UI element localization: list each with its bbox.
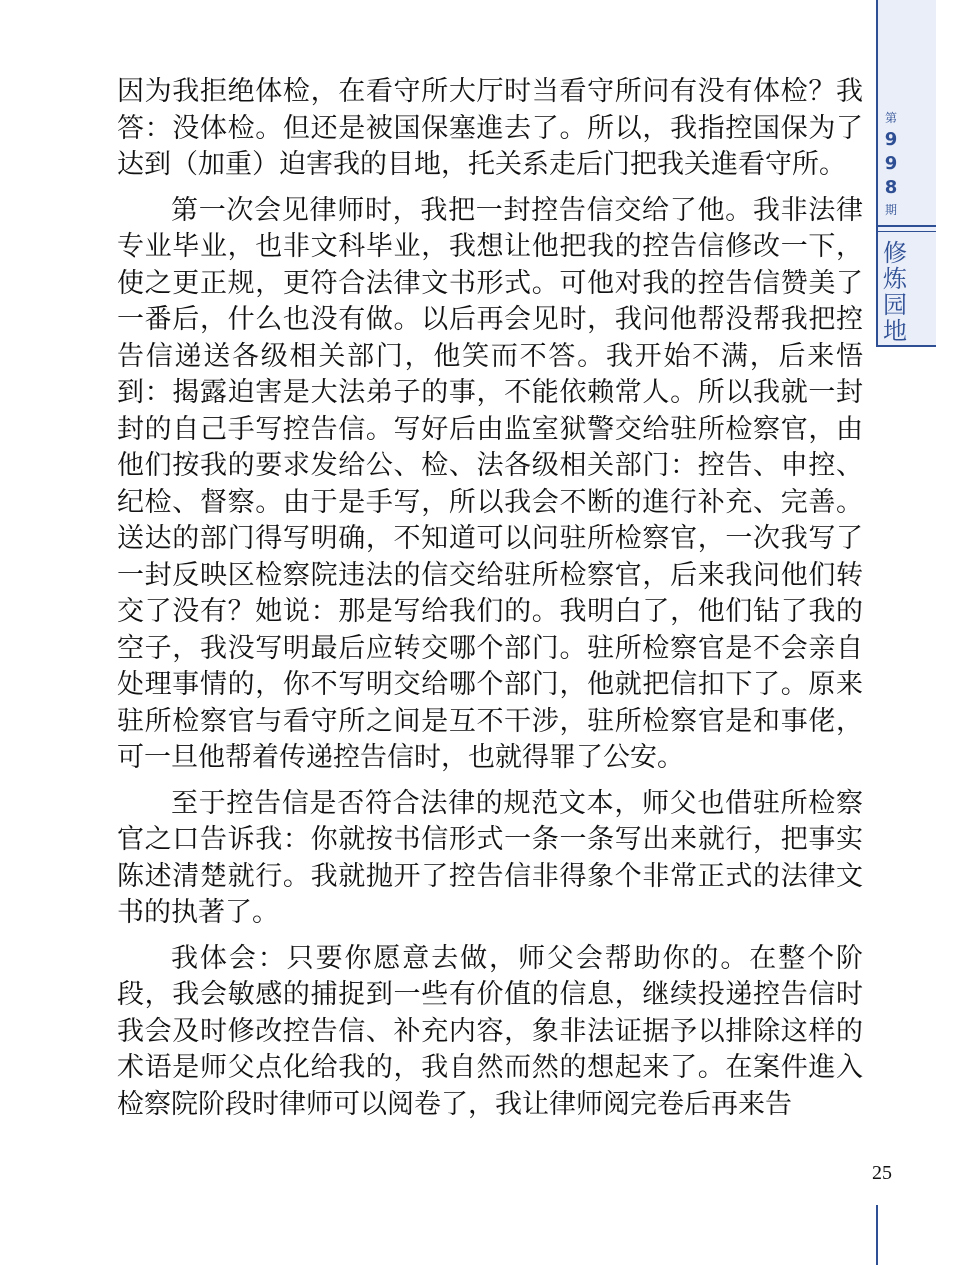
section-title: [880, 240, 910, 344]
section-char: 修: [883, 239, 907, 267]
paragraph: 第一次会见律师时，我把一封控告信交给了他。我非法律专业毕业，也非文科毕业，我想让他把我的控告信修改一下，使之更正规，更符合法律文书形式。可他对我的控告信赞美了一番后，什么也没有做。以后再会见时，我问他帮没帮我把控告信递送各级相关部门，他笑而不答。我开始不满，后来悟到：揭露迫害是大法弟子的事，不能依赖常人。所以我就一封封的自己手写控告信。写好后由监室狱警交给驻所检察官，由他们按我的要求发给公、检、法各级相关部门：控告、申控、纪检、督察。由于是手写，所以我会不断的進行补充、完善。送达的部门得写明确，不知道可以问驻所检察官，一次我写了一封反映区检察院违法的信交给驻所检察官，后来我问他们转交了没有？她说：那是写给我们的。我明白了，他们钻了我的空子，我没写明最后应转交哪个部门。驻所检察官是不会亲自处理事情的，你不写明交给哪个部门，他就把信扣下了。原来驻所检察官与看守所之间是互不干涉，驻所检察官是和事佬，可一旦他帮着传递控告信时，也就得罪了公安。: [117, 194, 863, 773]
issue-prefix: 第: [884, 111, 897, 125]
tab-divider: [878, 225, 936, 232]
section-char: 地: [883, 317, 907, 345]
side-tab: [876, 0, 936, 347]
section-char: 园: [883, 291, 907, 319]
page-number: 25: [872, 1162, 892, 1184]
article-body: [117, 74, 863, 1132]
issue-label: [878, 110, 904, 218]
issue-digit: 9: [884, 129, 898, 150]
issue-digit: 8: [884, 177, 898, 198]
paragraph: 至于控告信是否符合法律的规范文本，师父也借驻所检察官之口告诉我：你就按书信形式一条一条写出来就行，把事实陈述清楚就行。我就抛开了控告信非得象个非常正式的法律文书的执著了。: [117, 787, 863, 928]
issue-digit: 9: [884, 153, 898, 174]
paragraph: 我体会：只要你愿意去做，师父会帮助你的。在整个阶段，我会敏感的捕捉到一些有价值的信息，继续投递控告信时我会及时修改控告信、补充内容，象非法证据予以排除这样的术语是师父点化给我的，我自然而然的想起来了。在案件進入检察院阶段时律师可以阅卷了，我让律师阅完卷后再来告: [117, 942, 863, 1120]
paragraph: 因为我拒绝体检，在看守所大厅时当看守所问有没有体检？我答：没体检。但还是被国保塞進去了。所以，我指控国保为了达到（加重）迫害我的目地，托关系走后门把我关進看守所。: [117, 76, 863, 180]
section-char: 炼: [883, 265, 907, 293]
issue-suffix: 期: [884, 203, 897, 217]
margin-rule: [876, 1205, 878, 1265]
